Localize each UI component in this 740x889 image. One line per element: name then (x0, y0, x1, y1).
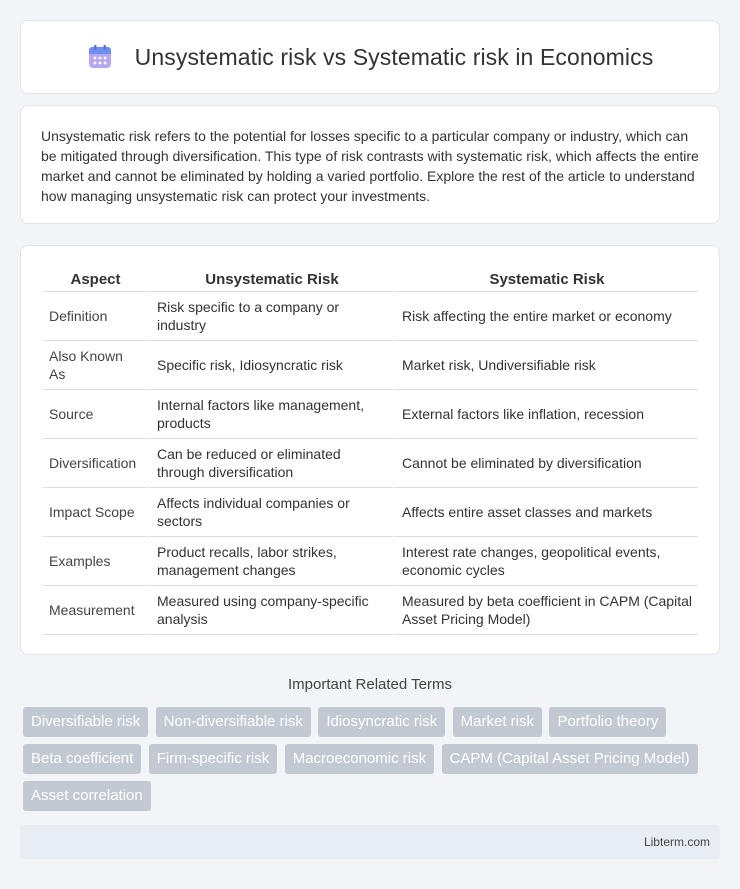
row-aspect: Definition (43, 292, 148, 341)
table-row (43, 586, 698, 635)
footer (20, 825, 720, 859)
related-terms-list (23, 707, 723, 818)
row-aspect: Impact Scope (43, 488, 148, 537)
row-unsystematic: Risk specific to a company or industry (148, 292, 393, 341)
row-unsystematic: Internal factors like management, products (148, 390, 393, 439)
related-term-tag[interactable]: Beta coefficient (23, 744, 141, 774)
related-term-tag[interactable]: Non-diversifiable risk (156, 707, 311, 737)
table-row (43, 390, 698, 439)
row-systematic: Risk affecting the entire market or economy (393, 292, 698, 341)
row-aspect: Examples (43, 537, 148, 586)
row-unsystematic: Affects individual companies or sectors (148, 488, 393, 537)
intro-paragraph: Unsystematic risk refers to the potential for losses specific to a particular company or industry, which can be mitigated through diversification. This type of risk contrasts with systematic risk, which affects the entire market and cannot be eliminated by holding a varied portfolio. Explore the rest of the article to understand how managing unsystematic risk can protect your investments. (41, 128, 699, 204)
row-systematic: Interest rate changes, geopolitical events, economic cycles (393, 537, 698, 586)
related-term-tag[interactable]: Diversifiable risk (23, 707, 148, 737)
page-title: Unsystematic risk vs Systematic risk in Economics (134, 43, 654, 70)
row-unsystematic: Specific risk, Idiosyncratic risk (148, 341, 393, 390)
related-term-tag[interactable]: Market risk (453, 707, 542, 737)
related-term-tag[interactable]: Asset correlation (23, 781, 151, 811)
table-header-row (43, 264, 698, 292)
table-row (43, 292, 698, 341)
row-aspect: Measurement (43, 586, 148, 635)
footer-site-link[interactable]: Libterm.com (643, 835, 710, 849)
row-systematic: Market risk, Undiversifiable risk (393, 341, 698, 390)
table-row (43, 439, 698, 488)
table-row (43, 537, 698, 586)
table-row (43, 341, 698, 390)
row-systematic: Cannot be eliminated by diversification (393, 439, 698, 488)
related-term-tag[interactable]: Firm-specific risk (149, 744, 278, 774)
related-term-tag[interactable]: Macroeconomic risk (285, 744, 434, 774)
row-systematic: Affects entire asset classes and markets (393, 488, 698, 537)
row-unsystematic: Product recalls, labor strikes, management changes (148, 537, 393, 586)
row-unsystematic: Can be reduced or eliminated through diversification (148, 439, 393, 488)
comparison-table-card (20, 245, 720, 655)
row-aspect: Source (43, 390, 148, 439)
header-systematic: Systematic Risk (393, 264, 698, 292)
calendar-icon (87, 44, 113, 70)
row-systematic: External factors like inflation, recession (393, 390, 698, 439)
table-row (43, 488, 698, 537)
related-terms-title: Important Related Terms (288, 676, 452, 693)
row-unsystematic: Measured using company-specific analysis (148, 586, 393, 635)
related-term-tag[interactable]: Idiosyncratic risk (318, 707, 445, 737)
title-card (20, 20, 720, 94)
header-aspect: Aspect (43, 264, 148, 292)
intro-card (20, 105, 720, 224)
row-aspect: Also Known As (43, 341, 148, 390)
comparison-table (43, 264, 698, 635)
related-term-tag[interactable]: Portfolio theory (549, 707, 666, 737)
header-unsystematic: Unsystematic Risk (148, 264, 393, 292)
row-systematic: Measured by beta coefficient in CAPM (Capital Asset Pricing Model) (393, 586, 698, 635)
row-aspect: Diversification (43, 439, 148, 488)
related-term-tag[interactable]: CAPM (Capital Asset Pricing Model) (442, 744, 698, 774)
